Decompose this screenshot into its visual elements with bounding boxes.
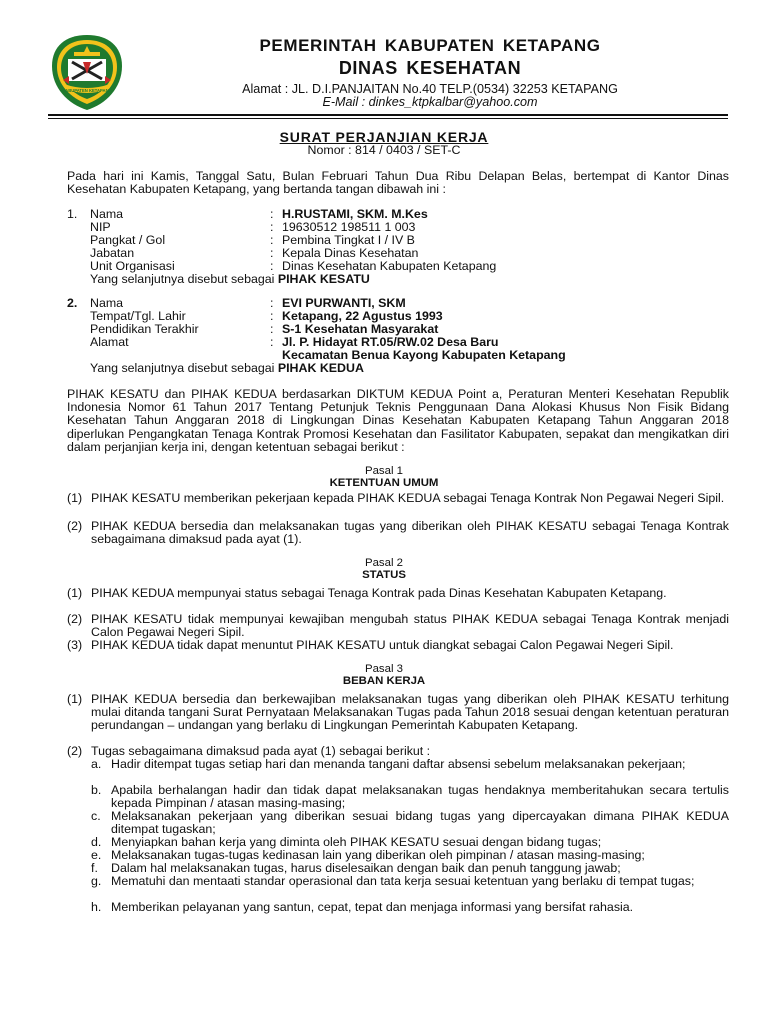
item-number: (1) xyxy=(67,692,83,706)
task-item xyxy=(91,901,729,914)
task-text: Hadir ditempat tugas setiap hari dan menanda tangani daftar absensi sebelum melaksanakan pekerjaan; xyxy=(111,757,686,771)
task-letter: a. xyxy=(91,757,102,771)
item-text: PIHAK KESATU memberikan pekerjaan kepada PIHAK KEDUA sebagai Tenaga Kontrak Non Pegawai Negeri Sipil. xyxy=(91,491,725,505)
party2-label-address: Alamat xyxy=(90,335,129,349)
pasal2-item xyxy=(67,613,729,639)
pasal2-item xyxy=(67,639,729,652)
party1-label-unit: Unit Organisasi xyxy=(90,259,175,273)
task-item xyxy=(91,875,729,888)
party2-value-address: Jl. P. Hidayat RT.05/RW.02 Desa Baru xyxy=(282,335,499,349)
header-department-name: DINAS KESEHATAN xyxy=(338,58,522,78)
intro-paragraph: Pada hari ini Kamis, Tanggal Satu, Bulan Februari Tahun Dua Ribu Delapan Belas, bertempat di Kantor Dinas Kesehatan Kabupaten Ketapang, yang bertanda tangan dibawah ini : xyxy=(67,169,729,197)
party2-value-birth: Ketapang, 22 Agustus 1993 xyxy=(282,309,443,323)
task-letter: h. xyxy=(91,900,102,914)
colon: : xyxy=(270,207,274,221)
task-text: Melaksanakan pekerjaan yang diberikan sesuai bidang tugas yang dipercayakan dimana PIHAK KEDUA ditempat tugaskan; xyxy=(111,809,729,837)
party1-value-nip: 19630512 198511 1 003 xyxy=(282,220,416,234)
item-text: PIHAK KEDUA mempunyai status sebagai Tenaga Kontrak pada Dinas Kesehatan Kabupaten Ketapang. xyxy=(91,586,667,600)
header-thick-rule xyxy=(48,114,728,116)
item-text: PIHAK KESATU tidak mempunyai kewajiban mengubah status PIHAK KEDUA sebagai Tenaga Kontrak menjadi Calon Pegawai Negeri Sipil. xyxy=(91,612,729,640)
task-text: Melaksanakan tugas-tugas kedinasan lain yang diberikan oleh pimpinan / atasan masing-masing; xyxy=(111,848,645,862)
item-text: PIHAK KEDUA bersedia dan melaksanakan tugas yang diberikan oleh PIHAK KESATU sebagai Tenaga Kontrak sebagaimana dimaksud pada ayat (1). xyxy=(91,519,729,547)
party1-value-position: Kepala Dinas Kesehatan xyxy=(282,246,419,260)
task-letter: b. xyxy=(91,783,102,797)
item-number: (3) xyxy=(67,638,83,652)
party1-value-name: H.RUSTAMI, SKM. M.Kes xyxy=(282,207,428,221)
colon: : xyxy=(270,233,274,247)
pasal2-item xyxy=(67,587,729,600)
colon: : xyxy=(270,296,274,310)
task-letter: f. xyxy=(91,861,98,875)
party1-label-nip: NIP xyxy=(90,220,111,234)
item-text: Tugas sebagaimana dimaksud pada ayat (1) sebagai berikut : xyxy=(91,744,431,758)
pasal3-title: BEBAN KERJA xyxy=(342,675,426,687)
party2-label-birth: Tempat/Tgl. Lahir xyxy=(90,309,186,323)
pasal1-item xyxy=(67,492,729,505)
task-text: Mematuhi dan mentaati standar operasional dan tata kerja sesuai ketentuan yang berlaku di tempat tugas; xyxy=(111,874,695,888)
task-letter: d. xyxy=(91,835,102,849)
item-text: PIHAK KEDUA tidak dapat menuntut PIHAK KESATU untuk diangkat sebagai Calon Pegawai Negeri Sipil. xyxy=(91,638,674,652)
task-item xyxy=(91,758,729,771)
kabupaten-ketapang-logo xyxy=(50,32,124,112)
header-email: E-Mail : dinkes_ktpkalbar@yahoo.com xyxy=(322,95,538,109)
item-text: PIHAK KEDUA bersedia dan berkewajiban melaksanakan tugas yang diberikan oleh PIHAK KESATU terhitung mulai ditanda tangani Surat Pernyataan Melaksanakan Tugas pada Tahun 2018 sesuai dengan ketentuan peraturan perundangan – undangan yang berlaku di Lingkungan Pemerintah Kabupaten Ketapang. xyxy=(91,692,729,733)
task-item xyxy=(91,810,729,836)
header-address: Alamat : JL. D.I.PANJAITAN No.40 TELP.(0534) 32253 KETAPANG xyxy=(242,82,618,96)
task-item xyxy=(91,784,729,810)
task-text: Memberikan pelayanan yang santun, cepat, tepat dan menjaga informasi yang bersifat rahasia. xyxy=(111,900,634,914)
colon: : xyxy=(270,309,274,323)
pasal1-title: KETENTUAN UMUM xyxy=(329,477,439,489)
item-number: (2) xyxy=(67,744,83,758)
party1-number: 1. xyxy=(67,207,78,221)
item-number: (1) xyxy=(67,491,83,505)
pasal3-label: Pasal 3 xyxy=(365,663,403,675)
party1-label-rank: Pangkat / Gol xyxy=(90,233,166,247)
pasal2-label: Pasal 2 xyxy=(365,557,403,569)
agreement-basis-paragraph: PIHAK KESATU dan PIHAK KEDUA berdasarkan DIKTUM KEDUA Point a, Peraturan Menteri Kesehatan Republik Indonesia Nomor 61 Tahun 2017 Tentang Petunjuk Teknis Penggunaan Dana Alokasi Khusus Non Fisik Bidang Kesehatan Tahun Anggaran 2018 di Lingkungan Dinas Kesehatan Kabupaten Ketapang Tahun Anggaran 2018 diperlukan Pengangkatan Tenaga Kontrak Promosi Kesehatan dan Fasilitator Kabupaten, sepakat dan mengikatkan diri dalam perjanjian kerja ini, dengan ketentuan sebagai berikut : xyxy=(67,387,729,454)
task-text: Menyiapkan bahan kerja yang diminta oleh PIHAK KESATU sesuai dengan bidang tugas; xyxy=(111,835,602,849)
colon: : xyxy=(270,259,274,273)
party2-note: Yang selanjutnya disebut sebagai PIHAK KEDUA xyxy=(90,361,364,375)
item-number: (1) xyxy=(67,586,83,600)
party1-label-name: Nama xyxy=(90,207,124,221)
task-letter: g. xyxy=(91,874,102,888)
party2-value-address-cont: Kecamatan Benua Kayong Kabupaten Ketapang xyxy=(282,348,566,362)
pasal2-title: STATUS xyxy=(362,569,406,581)
task-letter: c. xyxy=(91,809,101,823)
party1-value-unit: Dinas Kesehatan Kabupaten Ketapang xyxy=(282,259,497,273)
party2-label-education: Pendidikan Terakhir xyxy=(90,322,199,336)
colon: : xyxy=(270,335,274,349)
party1-label-position: Jabatan xyxy=(90,246,135,260)
pasal1-item xyxy=(67,520,729,546)
task-text: Dalam hal melaksanakan tugas, harus diselesaikan dengan baik dan penuh tanggung jawab; xyxy=(111,861,621,875)
pasal1-label: Pasal 1 xyxy=(365,465,403,477)
colon: : xyxy=(270,322,274,336)
party2-label-name: Nama xyxy=(90,296,124,310)
colon: : xyxy=(270,246,274,260)
task-text: Apabila berhalangan hadir dan tidak dapat melaksanakan tugas hendaknya memberitahukan secara tertulis kepada Pimpinan / atasan masing-masing; xyxy=(111,783,729,811)
colon: : xyxy=(270,220,274,234)
svg-text:KABUPATEN KETAPANG: KABUPATEN KETAPANG xyxy=(62,88,112,93)
party2-number: 2. xyxy=(67,296,78,310)
party2-value-name: EVI PURWANTI, SKM xyxy=(282,296,406,310)
item-number: (2) xyxy=(67,519,83,533)
task-letter: e. xyxy=(91,848,102,862)
document-number: Nomor : 814 / 0403 / SET-C xyxy=(307,143,461,157)
document-title: SURAT PERJANJIAN KERJA xyxy=(279,129,489,145)
party1-value-rank: Pembina Tingkat I / IV B xyxy=(282,233,415,247)
item-number: (2) xyxy=(67,612,83,626)
party2-value-education: S-1 Kesehatan Masyarakat xyxy=(282,322,439,336)
header-government-name: PEMERINTAH KABUPATEN KETAPANG xyxy=(259,36,601,55)
pasal3-item xyxy=(67,693,729,733)
header-thin-rule xyxy=(48,118,728,119)
party1-note: Yang selanjutnya disebut sebagai PIHAK KESATU xyxy=(90,272,370,286)
